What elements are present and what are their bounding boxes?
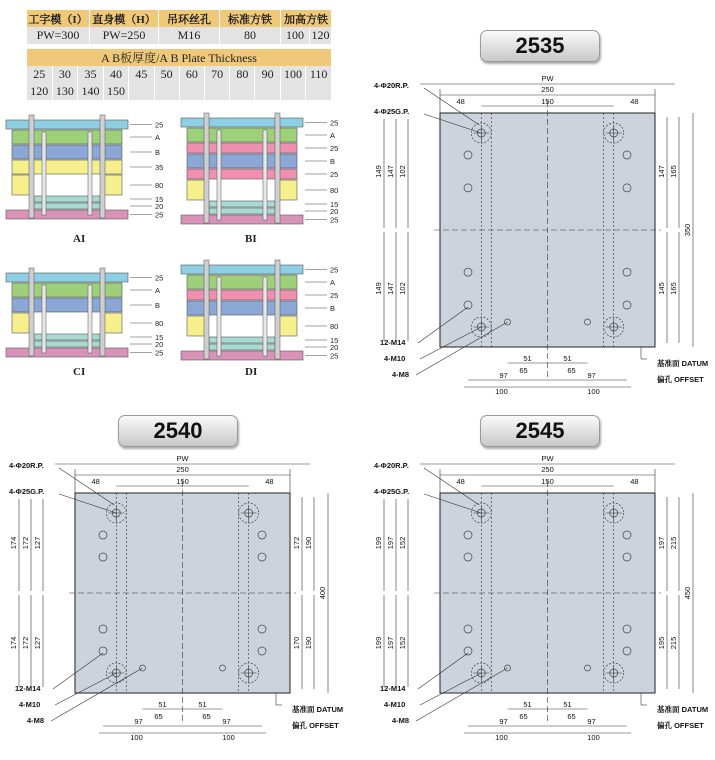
- mold-ai: [6, 115, 163, 220]
- thickness-value: [129, 83, 154, 100]
- dim-overall: 250: [176, 465, 189, 474]
- callout-m8: 4-M8: [392, 370, 410, 379]
- plate: [187, 301, 297, 315]
- dim-left-lower: 174: [9, 636, 18, 650]
- thickness-value: [255, 83, 280, 100]
- spacer-block: [12, 160, 30, 174]
- dim-overall: 250: [541, 465, 554, 474]
- plate-thickness-label: 15: [155, 195, 164, 204]
- dim-bottom-outer: 97: [499, 717, 508, 726]
- dim-left-lower: 127: [33, 636, 42, 650]
- spec-value-h: PW=250: [90, 27, 159, 44]
- guide-pin: [275, 113, 280, 223]
- plate-thickness-label: 25: [155, 348, 164, 358]
- thickness-value: [205, 83, 230, 100]
- plate: [12, 145, 122, 159]
- dim-bottom-far: 100: [130, 733, 143, 742]
- dim-left-upper: 127: [33, 536, 42, 550]
- dim-right: 48: [630, 477, 639, 486]
- dim-right-upper: 190: [304, 536, 313, 550]
- plate-thickness-label: 20: [155, 202, 164, 211]
- thickness-value: 110: [306, 66, 332, 83]
- dim-bottom-outer: 97: [222, 717, 231, 726]
- callout-offset: 偏孔 OFFSET: [292, 721, 339, 730]
- callout-m10: 4-M10: [384, 354, 406, 363]
- spacer-block: [279, 316, 297, 336]
- dim-left: 48: [91, 477, 100, 486]
- screw: [42, 132, 46, 215]
- plate-thickness-label: A: [155, 133, 161, 142]
- callout-m10: 4-M10: [19, 700, 41, 709]
- dim-bottom-inner: 51: [523, 700, 532, 709]
- plate: [187, 275, 297, 289]
- thickness-value: 90: [255, 66, 280, 83]
- plate-thickness-label: 80: [330, 186, 339, 195]
- dim-left-lower: 102: [398, 282, 407, 295]
- dim-right-lower: 215: [669, 636, 678, 650]
- plate-thickness-label: B: [155, 301, 161, 310]
- plate: [181, 118, 303, 127]
- dim-bottom-outer: 97: [499, 371, 508, 380]
- badge-2535: 2535: [480, 30, 600, 62]
- dim-bottom-far: 100: [587, 387, 600, 396]
- dim-bottom-mid: 65: [519, 366, 528, 375]
- thickness-value: 70: [205, 66, 230, 83]
- dim-bottom-outer: 97: [587, 371, 596, 380]
- thickness-value: 45: [129, 66, 154, 83]
- spec-header-i: 工字模（I）: [27, 10, 90, 27]
- screw: [42, 285, 46, 353]
- dim-bottom-mid: 65: [202, 712, 211, 721]
- thickness-value: [154, 83, 179, 100]
- screw: [217, 130, 221, 220]
- dim-bottom-mid: 65: [567, 712, 576, 721]
- dim-middle: 150: [541, 477, 554, 486]
- dim-bottom-inner: 51: [523, 354, 532, 363]
- guide-pin: [29, 115, 34, 218]
- dim-bottom-far: 100: [495, 733, 508, 742]
- callout-datum: 基准面 DATUM: [292, 705, 344, 714]
- screw: [217, 277, 221, 356]
- thickness-table: [27, 49, 332, 100]
- dim-bottom-inner: 51: [198, 700, 207, 709]
- thickness-value: 80: [230, 66, 255, 83]
- dim-left-upper: 149: [374, 165, 383, 178]
- dim-left-upper: 172: [21, 536, 30, 550]
- plate-thickness-label: 25: [330, 144, 339, 153]
- spacer-block: [279, 180, 297, 200]
- plate: [187, 154, 297, 168]
- thickness-value: 30: [52, 66, 78, 83]
- dim-bottom-far: 100: [222, 733, 235, 742]
- thickness-value: 140: [78, 83, 104, 100]
- dim-pw: PW: [541, 74, 554, 83]
- thickness-value: 25: [27, 66, 52, 83]
- plate-thickness-label: 15: [330, 200, 339, 209]
- dim-right-upper: 172: [292, 536, 301, 550]
- callout-m10: 4-M10: [384, 700, 406, 709]
- dim-right-lower: 170: [292, 636, 301, 650]
- dim-left-lower: 172: [21, 636, 30, 650]
- spacer-block: [187, 316, 205, 336]
- dim-right: 48: [630, 97, 639, 106]
- callout-rp: 4-Φ20R.P.: [374, 461, 409, 470]
- badge-2545: 2545: [480, 415, 600, 447]
- plate: [181, 265, 303, 274]
- plate: [6, 273, 128, 282]
- screw: [88, 285, 92, 353]
- plate-thickness-label: 25: [330, 170, 339, 179]
- spacer-block: [12, 313, 30, 333]
- thickness-value: 120: [27, 83, 52, 100]
- dim-left-upper: 197: [386, 536, 395, 550]
- dim-pw: PW: [176, 454, 189, 463]
- callout-gp: 4-Φ25G.P.: [374, 487, 410, 496]
- mold-label-di: DI: [245, 366, 258, 378]
- spec-value-std: 80: [220, 27, 281, 44]
- spacer-block: [104, 175, 122, 195]
- dim-middle: 150: [541, 97, 554, 106]
- dim-bottom-mid: 65: [154, 712, 163, 721]
- plate-thickness-label: 25: [330, 351, 339, 361]
- plate-thickness-label: 20: [155, 340, 164, 349]
- dim-middle: 150: [176, 477, 189, 486]
- spec-value-lift: M16: [159, 27, 220, 44]
- screw: [88, 132, 92, 215]
- plate-thickness-label: 80: [155, 181, 164, 190]
- spec-value-i: PW=300: [27, 27, 90, 44]
- plate-thickness-label: 20: [330, 207, 339, 216]
- drawing-2535: [370, 74, 715, 396]
- plate-thickness-label: 80: [330, 322, 339, 331]
- dim-bottom-mid: 65: [567, 366, 576, 375]
- screw: [263, 277, 267, 356]
- callout-m14: 12-M14: [380, 338, 406, 347]
- plate: [12, 298, 122, 312]
- dim-pw: PW: [541, 454, 554, 463]
- plate-thickness-label: B: [330, 157, 336, 166]
- thickness-value: 40: [103, 66, 129, 83]
- plate: [187, 290, 297, 300]
- dim-bottom-inner: 51: [563, 700, 572, 709]
- plate: [187, 169, 297, 179]
- thickness-value: 130: [52, 83, 78, 100]
- mold-bi: [181, 113, 338, 225]
- plate-thickness-label: B: [155, 148, 161, 157]
- dim-right-upper: 147: [657, 165, 666, 178]
- plate: [187, 143, 297, 153]
- spec-header-high: 加高方铁: [281, 10, 332, 27]
- dim-left-upper: 152: [398, 536, 407, 550]
- spec-header-std: 标准方铁: [220, 10, 281, 27]
- plate-thickness-label: 25: [155, 210, 164, 220]
- plate: [6, 120, 128, 129]
- dim-left-lower: 149: [374, 282, 383, 295]
- dim-left-upper: 174: [9, 536, 18, 550]
- drawing-2545: [370, 455, 715, 760]
- mold-ci: [6, 268, 163, 358]
- plate-thickness-label: 15: [330, 336, 339, 345]
- thickness-value: [280, 83, 306, 100]
- plate-thickness-label: 25: [330, 215, 339, 225]
- dim-right-upper: 215: [669, 536, 678, 550]
- screw: [263, 130, 267, 220]
- drawing-2540: [5, 455, 350, 760]
- dim-left-lower: 199: [374, 636, 383, 650]
- dim-left: 48: [456, 477, 465, 486]
- plate-thickness-label: 15: [155, 333, 164, 342]
- dim-left-lower: 197: [386, 636, 395, 650]
- spacer-block: [12, 175, 30, 195]
- guide-pin: [100, 268, 105, 356]
- dim-left-upper: 199: [374, 536, 383, 550]
- spec-header-lift: 吊环丝孔: [159, 10, 220, 27]
- callout-rp: 4-Φ20R.P.: [374, 81, 409, 90]
- dim-right-lower: 195: [657, 636, 666, 650]
- callout-gp: 4-Φ25G.P.: [374, 107, 410, 116]
- thickness-title: A B板厚度/A B Plate Thickness: [27, 49, 332, 66]
- dim-bottom-far: 100: [587, 733, 600, 742]
- spacer-block: [104, 160, 122, 174]
- plate-thickness-label: B: [330, 304, 336, 313]
- callout-datum: 基准面 DATUM: [657, 705, 709, 714]
- dim-right-upper: 197: [657, 536, 666, 550]
- mold-type-diagrams: [0, 110, 360, 400]
- guide-pin: [29, 268, 34, 356]
- plate-thickness-label: A: [155, 286, 161, 295]
- plate-thickness-label: 25: [330, 118, 339, 128]
- plate: [6, 210, 128, 219]
- callout-datum: 基准面 DATUM: [657, 359, 709, 368]
- callout-gp: 4-Φ25G.P.: [9, 487, 45, 496]
- mold-label-ai: AI: [73, 233, 86, 245]
- guide-pin: [204, 113, 209, 223]
- spacer-block: [104, 313, 122, 333]
- plate-thickness-label: 25: [155, 273, 164, 283]
- plate: [181, 215, 303, 224]
- plate-thickness-label: 35: [155, 163, 164, 172]
- dim-right: 48: [265, 477, 274, 486]
- thickness-value: [230, 83, 255, 100]
- plate-thickness-label: 80: [155, 319, 164, 328]
- plate-thickness-label: 20: [330, 343, 339, 352]
- dim-bottom-outer: 97: [587, 717, 596, 726]
- dim-total: 400: [318, 586, 327, 600]
- plate-thickness-label: 25: [330, 265, 339, 275]
- dim-right-upper: 165: [669, 165, 678, 178]
- dim-total: 350: [683, 223, 692, 237]
- spacer-block: [187, 180, 205, 200]
- plate: [12, 283, 122, 297]
- dim-left-upper: 147: [386, 165, 395, 178]
- thickness-value: [306, 83, 332, 100]
- thickness-value: 60: [179, 66, 204, 83]
- guide-pin: [100, 115, 105, 218]
- callout-offset: 偏孔 OFFSET: [657, 721, 704, 730]
- guide-pin: [204, 260, 209, 359]
- callout-m14: 12-M14: [15, 684, 41, 693]
- callout-m14: 12-M14: [380, 684, 406, 693]
- spec-header-h: 直身模（H）: [90, 10, 159, 27]
- plate-thickness-label: A: [330, 278, 336, 287]
- dim-bottom-far: 100: [495, 387, 508, 396]
- mold-label-bi: BI: [245, 233, 257, 245]
- callout-rp: 4-Φ20R.P.: [9, 461, 44, 470]
- spec-value-high-2: 120: [311, 28, 330, 42]
- callout-m8: 4-M8: [392, 716, 410, 725]
- dim-bottom-inner: 51: [563, 354, 572, 363]
- plate: [6, 348, 128, 357]
- dim-bottom-outer: 97: [134, 717, 143, 726]
- dim-bottom-inner: 51: [158, 700, 167, 709]
- dim-right-lower: 165: [669, 282, 678, 295]
- dim-left-upper: 102: [398, 165, 407, 178]
- plate: [187, 128, 297, 142]
- dim-left: 48: [456, 97, 465, 106]
- dim-left-lower: 152: [398, 636, 407, 650]
- thickness-value: [179, 83, 204, 100]
- badge-2540: 2540: [118, 415, 238, 447]
- thickness-value: 35: [78, 66, 104, 83]
- callout-offset: 偏孔 OFFSET: [657, 375, 704, 384]
- plate-thickness-label: 25: [330, 291, 339, 300]
- thickness-value: 150: [103, 83, 129, 100]
- mold-di: [181, 260, 338, 361]
- spec-table: [27, 10, 332, 44]
- callout-m8: 4-M8: [27, 716, 45, 725]
- plate: [181, 351, 303, 360]
- dim-right-lower: 145: [657, 282, 666, 295]
- plate-thickness-label: 25: [155, 120, 164, 130]
- dim-right-lower: 190: [304, 636, 313, 650]
- plate: [30, 160, 104, 174]
- guide-pin: [275, 260, 280, 359]
- dim-overall: 250: [541, 85, 554, 94]
- dim-total: 450: [683, 586, 692, 600]
- spec-value-high-1: 100: [281, 27, 310, 44]
- mold-label-ci: CI: [73, 366, 86, 378]
- thickness-value: 100: [280, 66, 306, 83]
- dim-bottom-mid: 65: [519, 712, 528, 721]
- dim-left-lower: 147: [386, 282, 395, 295]
- plate-thickness-label: A: [330, 131, 336, 140]
- plate: [12, 130, 122, 144]
- thickness-value: 50: [154, 66, 179, 83]
